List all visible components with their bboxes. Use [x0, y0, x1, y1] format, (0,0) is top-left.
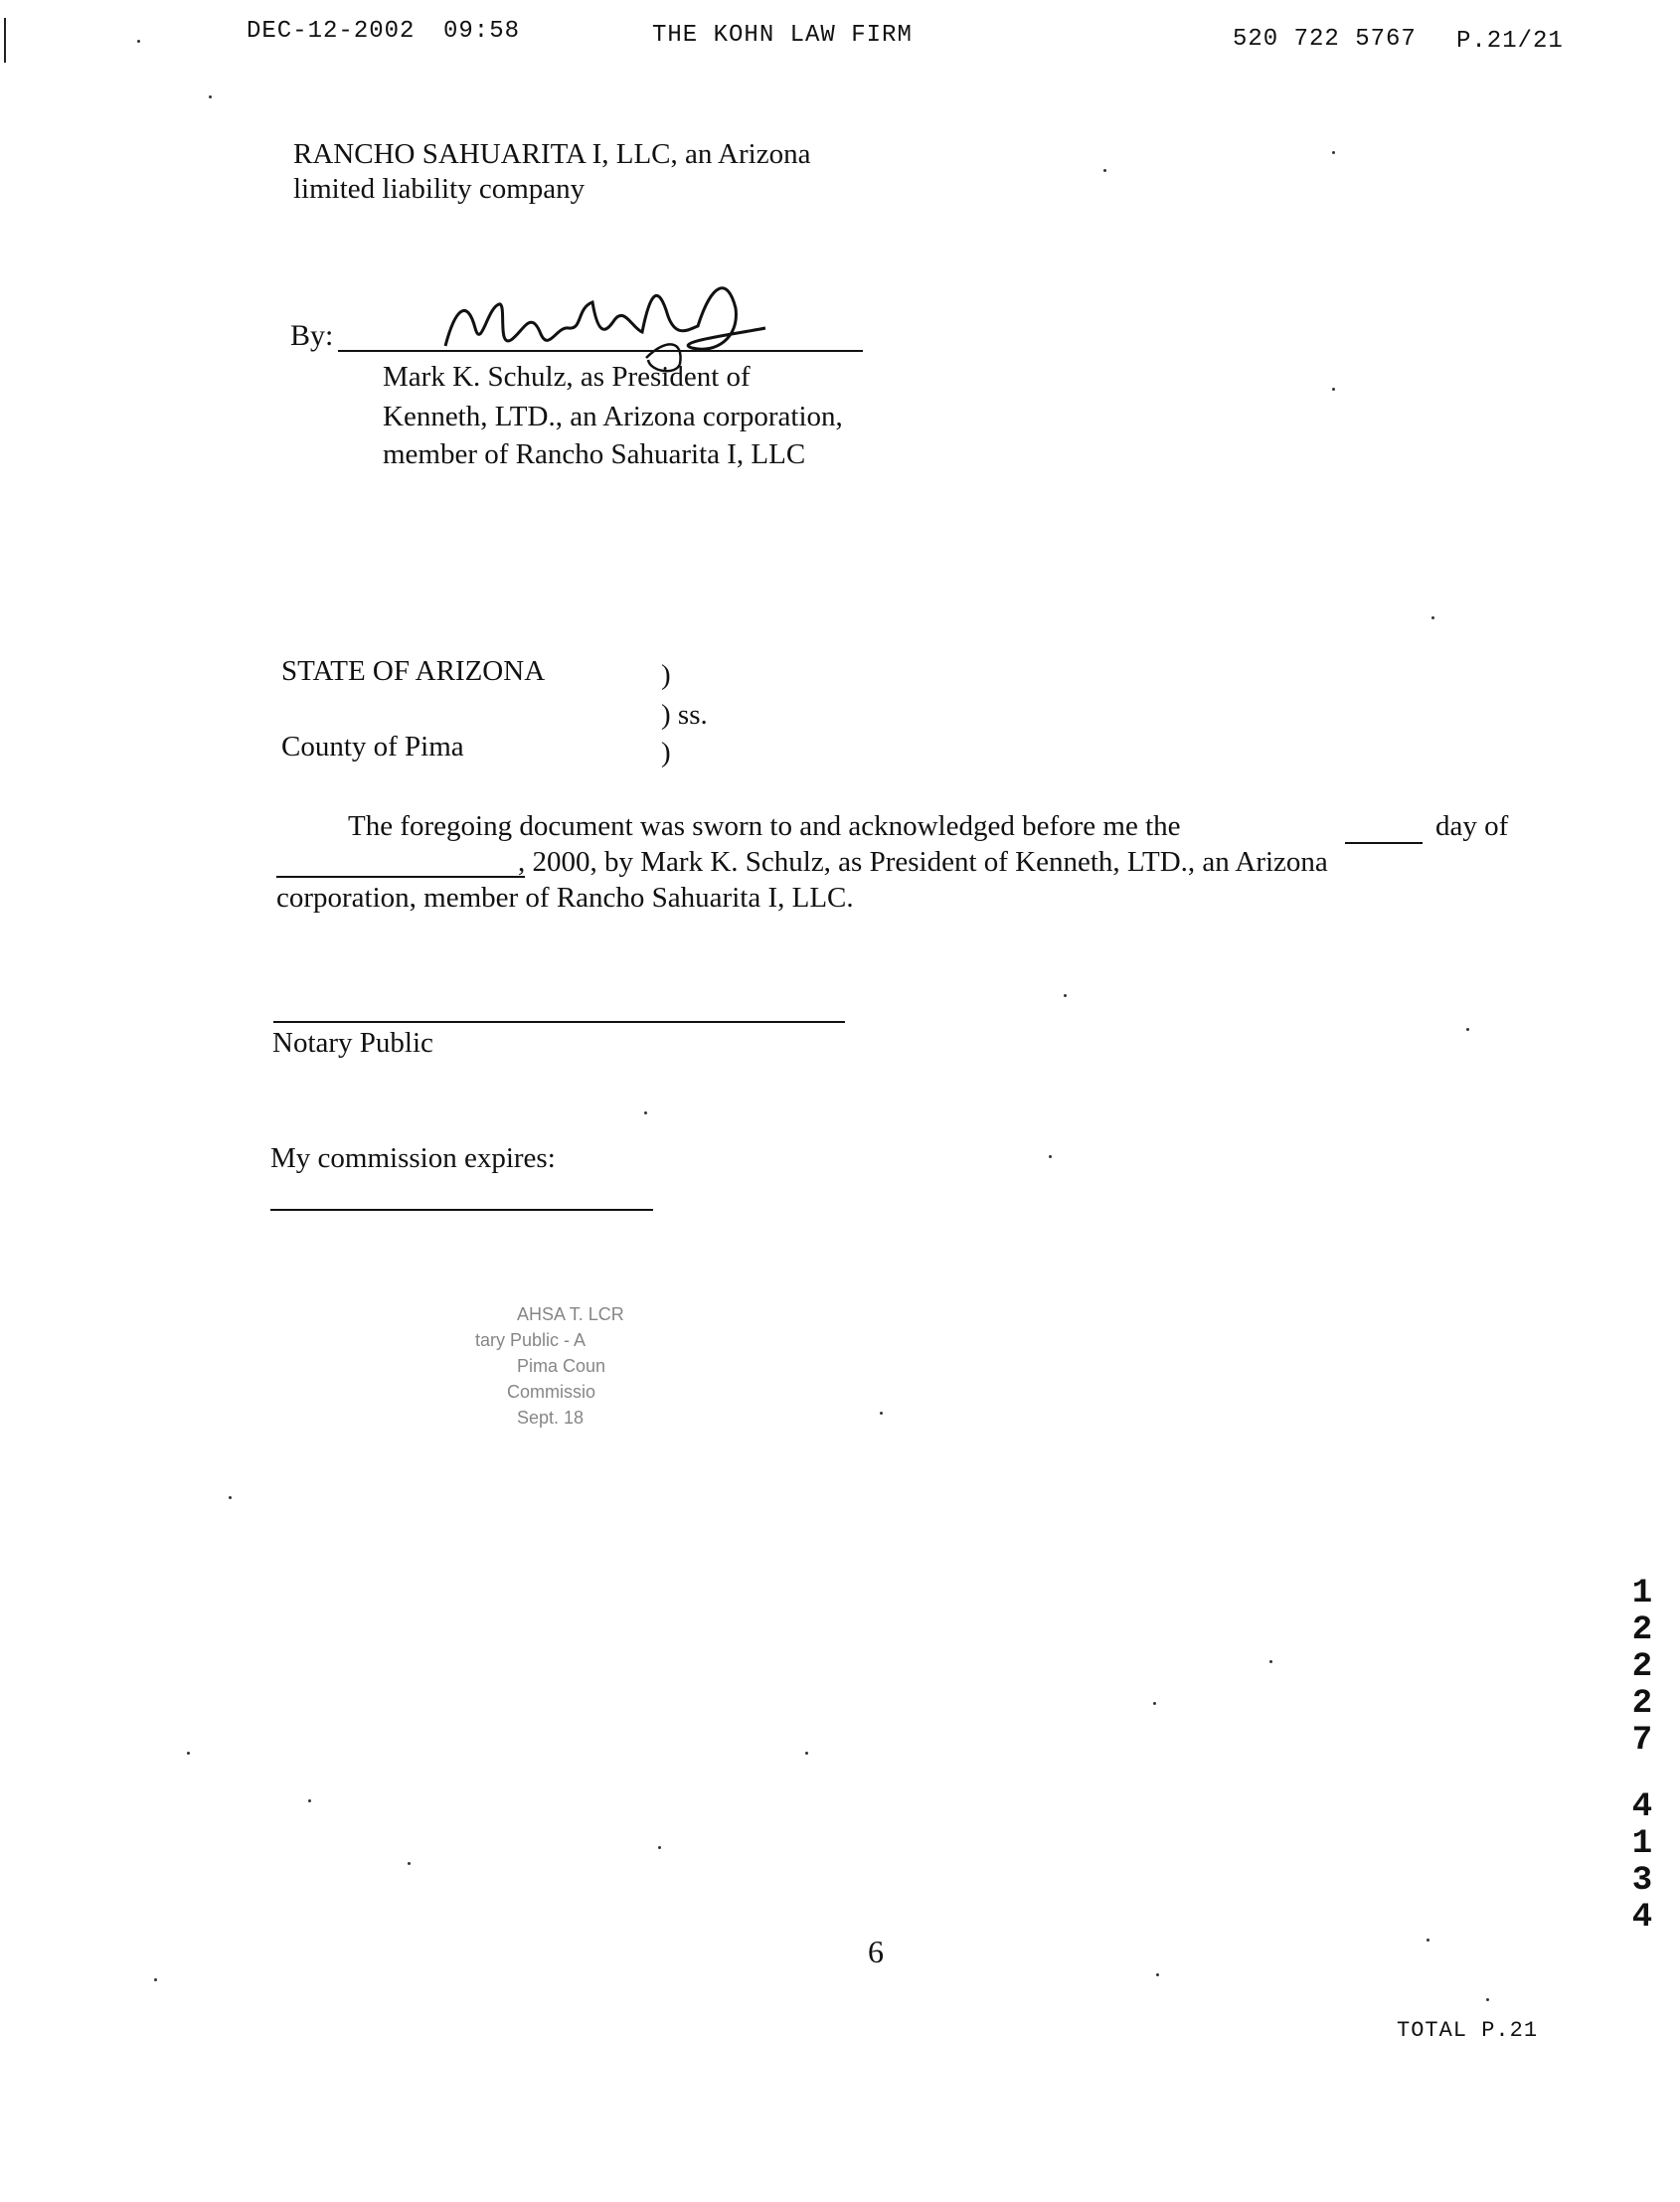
speckle — [1427, 1939, 1429, 1942]
venue-ss: ) ss. — [661, 699, 708, 731]
speckle — [229, 1496, 232, 1499]
speckle — [187, 1752, 190, 1755]
speckle — [154, 1978, 157, 1981]
fax-phone: 520 722 5767 — [1233, 26, 1417, 53]
speckle — [644, 1111, 647, 1114]
notary-signature-line — [273, 1021, 845, 1023]
fax-firm: THE KOHN LAW FIRM — [652, 22, 913, 49]
speckle — [1049, 1155, 1052, 1158]
ack-line-2: , 2000, by Mark K. Schulz, as President of Kenneth, LTD., an Arizona — [518, 846, 1328, 878]
venue-paren-1: ) — [661, 659, 671, 691]
speckle — [1332, 388, 1335, 391]
signer-line-2: Kenneth, LTD., an Arizona corporation, — [383, 401, 843, 432]
seal-line-1: AHSA T. LCR — [517, 1304, 624, 1324]
speckle — [209, 95, 212, 98]
notary-label: Notary Public — [272, 1027, 433, 1059]
seal-line-4: Commissio — [507, 1382, 596, 1402]
speckle — [1332, 151, 1335, 154]
fax-time: 09:58 — [443, 18, 521, 45]
seal-line-3: Pima Coun — [517, 1356, 606, 1376]
notary-seal — [396, 1287, 664, 1456]
speckle — [137, 40, 140, 43]
speckle — [1466, 1028, 1469, 1031]
seal-line-5: Sept. 18 — [517, 1408, 585, 1428]
speckle — [1431, 616, 1434, 619]
by-label: By: — [290, 319, 334, 352]
speckle — [805, 1752, 808, 1755]
commission-label: My commission expires: — [270, 1142, 556, 1174]
speckle — [408, 1862, 411, 1865]
ack-line-1-start: The foregoing document was sworn to and acknowledged before me the — [348, 810, 1181, 842]
seal-line-2: tary Public - A — [475, 1330, 587, 1350]
speckle — [1269, 1660, 1272, 1663]
speckle — [1103, 169, 1106, 172]
fax-page: P.21/21 — [1456, 28, 1564, 55]
speckle — [1486, 1998, 1489, 2001]
ack-line-1-end: day of — [1435, 810, 1509, 842]
speckle — [658, 1846, 661, 1849]
speckle — [880, 1412, 883, 1415]
company-name: RANCHO SAHUARITA I, LLC, an Arizona — [293, 138, 811, 170]
recording-number: 1 2 2 2 7 4 1 3 4 — [1631, 1575, 1653, 1937]
speckle — [1153, 1702, 1156, 1705]
venue-paren-3: ) — [661, 737, 671, 768]
venue-state: STATE OF ARIZONA — [281, 655, 546, 687]
speckle — [1156, 1973, 1159, 1976]
month-blank — [276, 876, 525, 878]
total-pages: TOTAL P.21 — [1397, 2018, 1539, 2043]
signer-line-1: Mark K. Schulz, as President of — [383, 361, 751, 393]
company-type: limited liability company — [293, 173, 586, 205]
commission-line — [270, 1209, 653, 1211]
page-number: 6 — [868, 1934, 884, 1969]
signer-line-3: member of Rancho Sahuarita I, LLC — [383, 438, 806, 470]
acknowledgment-paragraph — [276, 808, 1521, 916]
ack-line-3: corporation, member of Rancho Sahuarita I, LLC. — [276, 882, 854, 914]
fax-date: DEC-12-2002 — [247, 18, 416, 45]
left-margin-mark — [4, 18, 6, 63]
speckle — [308, 1799, 311, 1802]
venue-county: County of Pima — [281, 731, 464, 762]
speckle — [1064, 994, 1067, 997]
